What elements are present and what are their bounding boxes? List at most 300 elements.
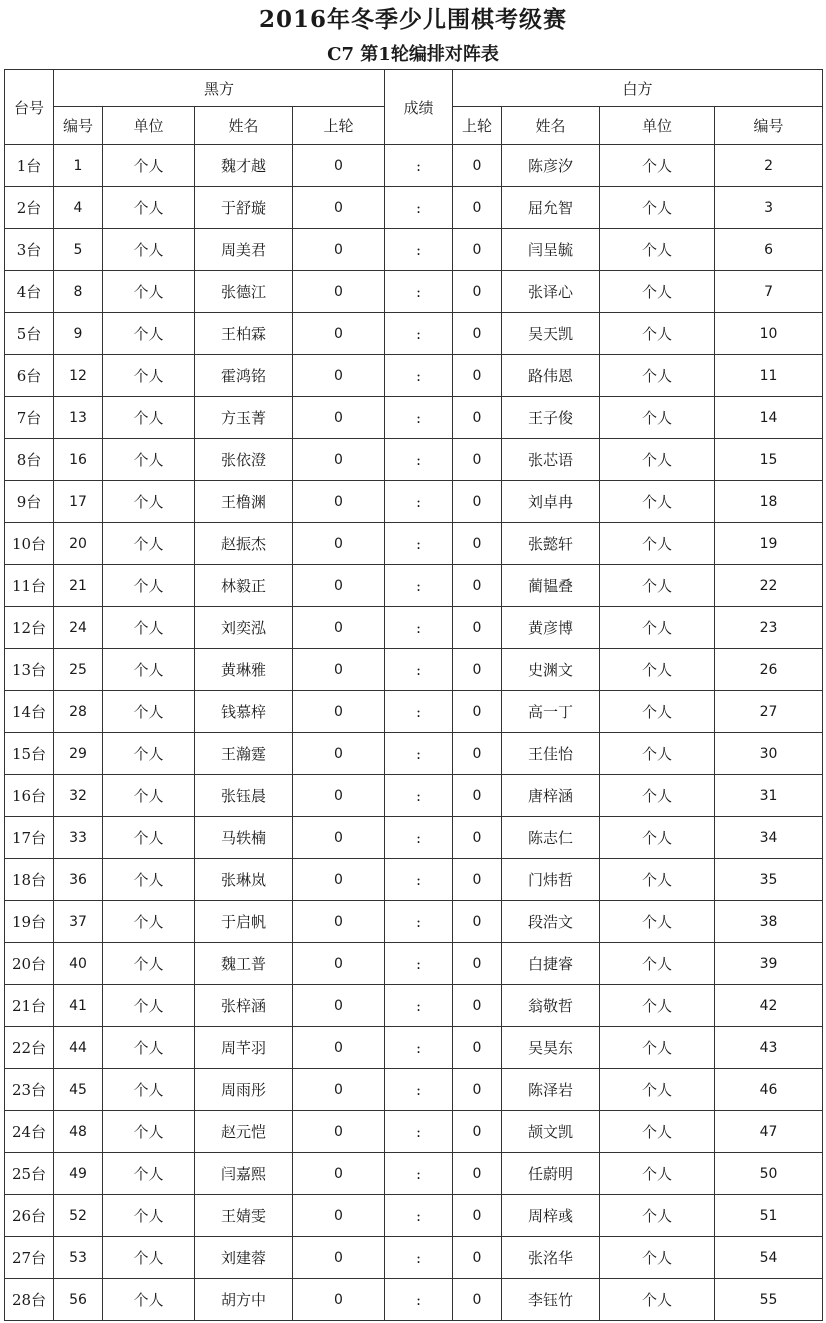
result-cell: : <box>385 1279 453 1321</box>
header-white-unit: 单位 <box>600 107 715 145</box>
white-no-cell: 34 <box>715 817 823 859</box>
table-no-cell: 26台 <box>5 1195 54 1237</box>
black-name-cell: 刘奕泓 <box>195 607 293 649</box>
table-row <box>5 523 823 565</box>
white-name-cell: 陈泽岩 <box>502 1069 600 1111</box>
table-no-cell: 15台 <box>5 733 54 775</box>
table-row <box>5 775 823 817</box>
white-unit-cell: 个人 <box>600 943 715 985</box>
black-unit-cell: 个人 <box>103 1111 195 1153</box>
table-row <box>5 145 823 187</box>
white-prev-cell: 0 <box>453 733 502 775</box>
black-unit-cell: 个人 <box>103 229 195 271</box>
white-name-cell: 张洺华 <box>502 1237 600 1279</box>
white-no-cell: 38 <box>715 901 823 943</box>
white-name-cell: 翁敬哲 <box>502 985 600 1027</box>
black-prev-cell: 0 <box>293 1027 385 1069</box>
table-row <box>5 691 823 733</box>
black-unit-cell: 个人 <box>103 313 195 355</box>
black-prev-cell: 0 <box>293 817 385 859</box>
black-name-cell: 马轶楠 <box>195 817 293 859</box>
black-prev-cell: 0 <box>293 355 385 397</box>
table-no-cell: 19台 <box>5 901 54 943</box>
result-cell: : <box>385 397 453 439</box>
table-row <box>5 943 823 985</box>
black-prev-cell: 0 <box>293 1111 385 1153</box>
table-no-cell: 5台 <box>5 313 54 355</box>
result-cell: : <box>385 313 453 355</box>
table-row <box>5 355 823 397</box>
page-subtitle: C7 第1轮编排对阵表 <box>327 44 499 65</box>
result-cell: : <box>385 187 453 229</box>
table-row <box>5 985 823 1027</box>
table-row <box>5 859 823 901</box>
white-no-cell: 2 <box>715 145 823 187</box>
white-unit-cell: 个人 <box>600 817 715 859</box>
white-no-cell: 30 <box>715 733 823 775</box>
table-row <box>5 1237 823 1279</box>
black-name-cell: 王瀚霆 <box>195 733 293 775</box>
table-no-cell: 21台 <box>5 985 54 1027</box>
white-name-cell: 王子俊 <box>502 397 600 439</box>
white-unit-cell: 个人 <box>600 565 715 607</box>
black-unit-cell: 个人 <box>103 439 195 481</box>
black-no-cell: 21 <box>54 565 103 607</box>
black-unit-cell: 个人 <box>103 1027 195 1069</box>
table-row <box>5 649 823 691</box>
white-prev-cell: 0 <box>453 859 502 901</box>
black-name-cell: 黄琳雅 <box>195 649 293 691</box>
black-no-cell: 53 <box>54 1237 103 1279</box>
table-row <box>5 1111 823 1153</box>
white-name-cell: 吴天凯 <box>502 313 600 355</box>
white-no-cell: 46 <box>715 1069 823 1111</box>
black-prev-cell: 0 <box>293 985 385 1027</box>
table-no-cell: 22台 <box>5 1027 54 1069</box>
white-prev-cell: 0 <box>453 439 502 481</box>
white-name-cell: 史渊文 <box>502 649 600 691</box>
black-name-cell: 闫嘉熙 <box>195 1153 293 1195</box>
white-name-cell: 闫呈毓 <box>502 229 600 271</box>
white-no-cell: 51 <box>715 1195 823 1237</box>
black-name-cell: 胡方中 <box>195 1279 293 1321</box>
header-black-name: 姓名 <box>195 107 293 145</box>
result-cell: : <box>385 1237 453 1279</box>
table-body <box>5 145 823 1321</box>
black-name-cell: 张梓涵 <box>195 985 293 1027</box>
white-unit-cell: 个人 <box>600 607 715 649</box>
black-no-cell: 5 <box>54 229 103 271</box>
black-prev-cell: 0 <box>293 901 385 943</box>
header-white-prev: 上轮 <box>453 107 502 145</box>
white-name-cell: 黄彦博 <box>502 607 600 649</box>
black-name-cell: 周芊羽 <box>195 1027 293 1069</box>
result-cell: : <box>385 1069 453 1111</box>
white-name-cell: 唐梓涵 <box>502 775 600 817</box>
black-name-cell: 钱慕梓 <box>195 691 293 733</box>
table-no-cell: 2台 <box>5 187 54 229</box>
black-prev-cell: 0 <box>293 397 385 439</box>
result-cell: : <box>385 1111 453 1153</box>
black-unit-cell: 个人 <box>103 691 195 733</box>
result-cell: : <box>385 943 453 985</box>
black-prev-cell: 0 <box>293 1069 385 1111</box>
result-cell: : <box>385 523 453 565</box>
white-no-cell: 11 <box>715 355 823 397</box>
white-unit-cell: 个人 <box>600 775 715 817</box>
black-name-cell: 魏才越 <box>195 145 293 187</box>
black-unit-cell: 个人 <box>103 859 195 901</box>
black-no-cell: 17 <box>54 481 103 523</box>
black-prev-cell: 0 <box>293 649 385 691</box>
white-no-cell: 23 <box>715 607 823 649</box>
table-no-cell: 14台 <box>5 691 54 733</box>
result-cell: : <box>385 355 453 397</box>
white-no-cell: 19 <box>715 523 823 565</box>
white-prev-cell: 0 <box>453 985 502 1027</box>
black-prev-cell: 0 <box>293 439 385 481</box>
black-unit-cell: 个人 <box>103 565 195 607</box>
white-no-cell: 18 <box>715 481 823 523</box>
white-no-cell: 43 <box>715 1027 823 1069</box>
white-prev-cell: 0 <box>453 1111 502 1153</box>
result-cell: : <box>385 439 453 481</box>
black-unit-cell: 个人 <box>103 1069 195 1111</box>
table-row <box>5 229 823 271</box>
table-row <box>5 187 823 229</box>
white-no-cell: 15 <box>715 439 823 481</box>
white-no-cell: 55 <box>715 1279 823 1321</box>
white-unit-cell: 个人 <box>600 691 715 733</box>
white-prev-cell: 0 <box>453 775 502 817</box>
black-prev-cell: 0 <box>293 313 385 355</box>
black-prev-cell: 0 <box>293 1195 385 1237</box>
white-prev-cell: 0 <box>453 313 502 355</box>
black-prev-cell: 0 <box>293 775 385 817</box>
table-header <box>5 70 823 145</box>
white-name-cell: 陈彦汐 <box>502 145 600 187</box>
table-no-cell: 7台 <box>5 397 54 439</box>
black-no-cell: 44 <box>54 1027 103 1069</box>
white-unit-cell: 个人 <box>600 481 715 523</box>
black-unit-cell: 个人 <box>103 187 195 229</box>
black-no-cell: 32 <box>54 775 103 817</box>
black-unit-cell: 个人 <box>103 523 195 565</box>
table-no-cell: 6台 <box>5 355 54 397</box>
table-no-cell: 20台 <box>5 943 54 985</box>
white-prev-cell: 0 <box>453 145 502 187</box>
white-prev-cell: 0 <box>453 943 502 985</box>
white-prev-cell: 0 <box>453 1237 502 1279</box>
black-unit-cell: 个人 <box>103 649 195 691</box>
white-prev-cell: 0 <box>453 1027 502 1069</box>
black-prev-cell: 0 <box>293 607 385 649</box>
header-black-no: 编号 <box>54 107 103 145</box>
white-prev-cell: 0 <box>453 649 502 691</box>
white-prev-cell: 0 <box>453 1279 502 1321</box>
black-name-cell: 周美君 <box>195 229 293 271</box>
table-no-cell: 12台 <box>5 607 54 649</box>
black-no-cell: 36 <box>54 859 103 901</box>
black-name-cell: 赵振杰 <box>195 523 293 565</box>
white-prev-cell: 0 <box>453 1195 502 1237</box>
white-name-cell: 路伟恩 <box>502 355 600 397</box>
white-unit-cell: 个人 <box>600 1237 715 1279</box>
black-name-cell: 张依澄 <box>195 439 293 481</box>
table-no-cell: 3台 <box>5 229 54 271</box>
white-name-cell: 蔺韫叠 <box>502 565 600 607</box>
white-unit-cell: 个人 <box>600 1153 715 1195</box>
black-name-cell: 于启帆 <box>195 901 293 943</box>
table-no-cell: 28台 <box>5 1279 54 1321</box>
black-prev-cell: 0 <box>293 1237 385 1279</box>
black-no-cell: 33 <box>54 817 103 859</box>
white-unit-cell: 个人 <box>600 313 715 355</box>
result-cell: : <box>385 481 453 523</box>
white-unit-cell: 个人 <box>600 649 715 691</box>
black-unit-cell: 个人 <box>103 733 195 775</box>
black-prev-cell: 0 <box>293 943 385 985</box>
black-name-cell: 周雨彤 <box>195 1069 293 1111</box>
black-unit-cell: 个人 <box>103 355 195 397</box>
white-prev-cell: 0 <box>453 1153 502 1195</box>
table-row <box>5 565 823 607</box>
white-no-cell: 10 <box>715 313 823 355</box>
black-name-cell: 王柏霖 <box>195 313 293 355</box>
black-unit-cell: 个人 <box>103 1279 195 1321</box>
header-white: 白方 <box>453 70 823 107</box>
pairing-table <box>4 69 823 1321</box>
white-name-cell: 李钰竹 <box>502 1279 600 1321</box>
black-name-cell: 刘建蓉 <box>195 1237 293 1279</box>
white-name-cell: 屈允智 <box>502 187 600 229</box>
black-prev-cell: 0 <box>293 481 385 523</box>
result-cell: : <box>385 733 453 775</box>
black-unit-cell: 个人 <box>103 901 195 943</box>
white-prev-cell: 0 <box>453 817 502 859</box>
table-row <box>5 271 823 313</box>
white-no-cell: 31 <box>715 775 823 817</box>
white-name-cell: 陈志仁 <box>502 817 600 859</box>
black-prev-cell: 0 <box>293 733 385 775</box>
result-cell: : <box>385 859 453 901</box>
white-no-cell: 54 <box>715 1237 823 1279</box>
black-unit-cell: 个人 <box>103 481 195 523</box>
white-prev-cell: 0 <box>453 355 502 397</box>
white-unit-cell: 个人 <box>600 733 715 775</box>
white-no-cell: 35 <box>715 859 823 901</box>
black-unit-cell: 个人 <box>103 1153 195 1195</box>
white-prev-cell: 0 <box>453 187 502 229</box>
white-prev-cell: 0 <box>453 481 502 523</box>
table-no-cell: 4台 <box>5 271 54 313</box>
black-prev-cell: 0 <box>293 1153 385 1195</box>
white-name-cell: 任蔚明 <box>502 1153 600 1195</box>
table-row <box>5 313 823 355</box>
black-unit-cell: 个人 <box>103 1195 195 1237</box>
white-name-cell: 门炜哲 <box>502 859 600 901</box>
white-name-cell: 段浩文 <box>502 901 600 943</box>
table-row <box>5 481 823 523</box>
table-no-cell: 16台 <box>5 775 54 817</box>
white-unit-cell: 个人 <box>600 1111 715 1153</box>
white-name-cell: 张懿轩 <box>502 523 600 565</box>
white-unit-cell: 个人 <box>600 985 715 1027</box>
white-no-cell: 14 <box>715 397 823 439</box>
result-cell: : <box>385 985 453 1027</box>
black-no-cell: 49 <box>54 1153 103 1195</box>
black-name-cell: 霍鸿铭 <box>195 355 293 397</box>
result-cell: : <box>385 271 453 313</box>
black-prev-cell: 0 <box>293 565 385 607</box>
black-prev-cell: 0 <box>293 229 385 271</box>
black-prev-cell: 0 <box>293 523 385 565</box>
table-no-cell: 18台 <box>5 859 54 901</box>
white-name-cell: 白捷睿 <box>502 943 600 985</box>
table-no-cell: 27台 <box>5 1237 54 1279</box>
table-row <box>5 439 823 481</box>
white-prev-cell: 0 <box>453 565 502 607</box>
white-no-cell: 3 <box>715 187 823 229</box>
black-prev-cell: 0 <box>293 859 385 901</box>
white-no-cell: 26 <box>715 649 823 691</box>
black-unit-cell: 个人 <box>103 775 195 817</box>
table-no-cell: 24台 <box>5 1111 54 1153</box>
black-no-cell: 16 <box>54 439 103 481</box>
table-row <box>5 397 823 439</box>
result-cell: : <box>385 1027 453 1069</box>
result-cell: : <box>385 229 453 271</box>
white-name-cell: 颉文凯 <box>502 1111 600 1153</box>
table-no-cell: 9台 <box>5 481 54 523</box>
black-name-cell: 王婧雯 <box>195 1195 293 1237</box>
white-name-cell: 刘卓冉 <box>502 481 600 523</box>
white-unit-cell: 个人 <box>600 1279 715 1321</box>
table-no-cell: 17台 <box>5 817 54 859</box>
black-prev-cell: 0 <box>293 145 385 187</box>
white-unit-cell: 个人 <box>600 1069 715 1111</box>
white-no-cell: 7 <box>715 271 823 313</box>
white-no-cell: 50 <box>715 1153 823 1195</box>
white-name-cell: 周梓彧 <box>502 1195 600 1237</box>
black-no-cell: 37 <box>54 901 103 943</box>
result-cell: : <box>385 901 453 943</box>
table-row <box>5 901 823 943</box>
black-unit-cell: 个人 <box>103 817 195 859</box>
header-white-no: 编号 <box>715 107 823 145</box>
black-prev-cell: 0 <box>293 691 385 733</box>
white-prev-cell: 0 <box>453 523 502 565</box>
table-row <box>5 1027 823 1069</box>
result-cell: : <box>385 607 453 649</box>
white-name-cell: 王佳怡 <box>502 733 600 775</box>
result-cell: : <box>385 145 453 187</box>
white-unit-cell: 个人 <box>600 229 715 271</box>
white-no-cell: 22 <box>715 565 823 607</box>
black-no-cell: 45 <box>54 1069 103 1111</box>
black-no-cell: 8 <box>54 271 103 313</box>
table-row <box>5 1069 823 1111</box>
table-row <box>5 817 823 859</box>
black-no-cell: 20 <box>54 523 103 565</box>
white-unit-cell: 个人 <box>600 439 715 481</box>
black-prev-cell: 0 <box>293 1279 385 1321</box>
black-unit-cell: 个人 <box>103 1237 195 1279</box>
black-no-cell: 25 <box>54 649 103 691</box>
white-no-cell: 6 <box>715 229 823 271</box>
black-name-cell: 于舒璇 <box>195 187 293 229</box>
table-row <box>5 1279 823 1321</box>
white-prev-cell: 0 <box>453 229 502 271</box>
result-cell: : <box>385 1153 453 1195</box>
white-unit-cell: 个人 <box>600 187 715 229</box>
white-unit-cell: 个人 <box>600 145 715 187</box>
black-unit-cell: 个人 <box>103 943 195 985</box>
black-unit-cell: 个人 <box>103 397 195 439</box>
white-name-cell: 吴昊东 <box>502 1027 600 1069</box>
table-no-cell: 25台 <box>5 1153 54 1195</box>
black-name-cell: 王橹渊 <box>195 481 293 523</box>
black-no-cell: 1 <box>54 145 103 187</box>
black-name-cell: 方玉菁 <box>195 397 293 439</box>
black-no-cell: 28 <box>54 691 103 733</box>
white-unit-cell: 个人 <box>600 859 715 901</box>
white-no-cell: 42 <box>715 985 823 1027</box>
header-table-no: 台号 <box>5 70 54 145</box>
header-black-prev: 上轮 <box>293 107 385 145</box>
white-unit-cell: 个人 <box>600 901 715 943</box>
table-row <box>5 1195 823 1237</box>
header-result: 成绩 <box>385 70 453 145</box>
table-row <box>5 733 823 775</box>
black-prev-cell: 0 <box>293 187 385 229</box>
black-no-cell: 40 <box>54 943 103 985</box>
white-prev-cell: 0 <box>453 271 502 313</box>
header-white-name: 姓名 <box>502 107 600 145</box>
black-name-cell: 张钰晨 <box>195 775 293 817</box>
white-prev-cell: 0 <box>453 691 502 733</box>
result-cell: : <box>385 691 453 733</box>
white-unit-cell: 个人 <box>600 523 715 565</box>
white-unit-cell: 个人 <box>600 397 715 439</box>
black-name-cell: 林毅正 <box>195 565 293 607</box>
black-name-cell: 张琳岚 <box>195 859 293 901</box>
white-no-cell: 39 <box>715 943 823 985</box>
result-cell: : <box>385 1195 453 1237</box>
black-no-cell: 52 <box>54 1195 103 1237</box>
table-no-cell: 8台 <box>5 439 54 481</box>
black-prev-cell: 0 <box>293 271 385 313</box>
result-cell: : <box>385 565 453 607</box>
white-name-cell: 张芯语 <box>502 439 600 481</box>
table-no-cell: 11台 <box>5 565 54 607</box>
header-black-unit: 单位 <box>103 107 195 145</box>
white-unit-cell: 个人 <box>600 271 715 313</box>
table-row <box>5 607 823 649</box>
black-name-cell: 魏工普 <box>195 943 293 985</box>
black-no-cell: 48 <box>54 1111 103 1153</box>
result-cell: : <box>385 775 453 817</box>
black-unit-cell: 个人 <box>103 271 195 313</box>
white-no-cell: 47 <box>715 1111 823 1153</box>
page-title: 2016年冬季少儿围棋考级赛 <box>258 6 567 33</box>
black-no-cell: 4 <box>54 187 103 229</box>
table-no-cell: 1台 <box>5 145 54 187</box>
white-unit-cell: 个人 <box>600 1027 715 1069</box>
white-unit-cell: 个人 <box>600 1195 715 1237</box>
black-unit-cell: 个人 <box>103 145 195 187</box>
table-no-cell: 13台 <box>5 649 54 691</box>
